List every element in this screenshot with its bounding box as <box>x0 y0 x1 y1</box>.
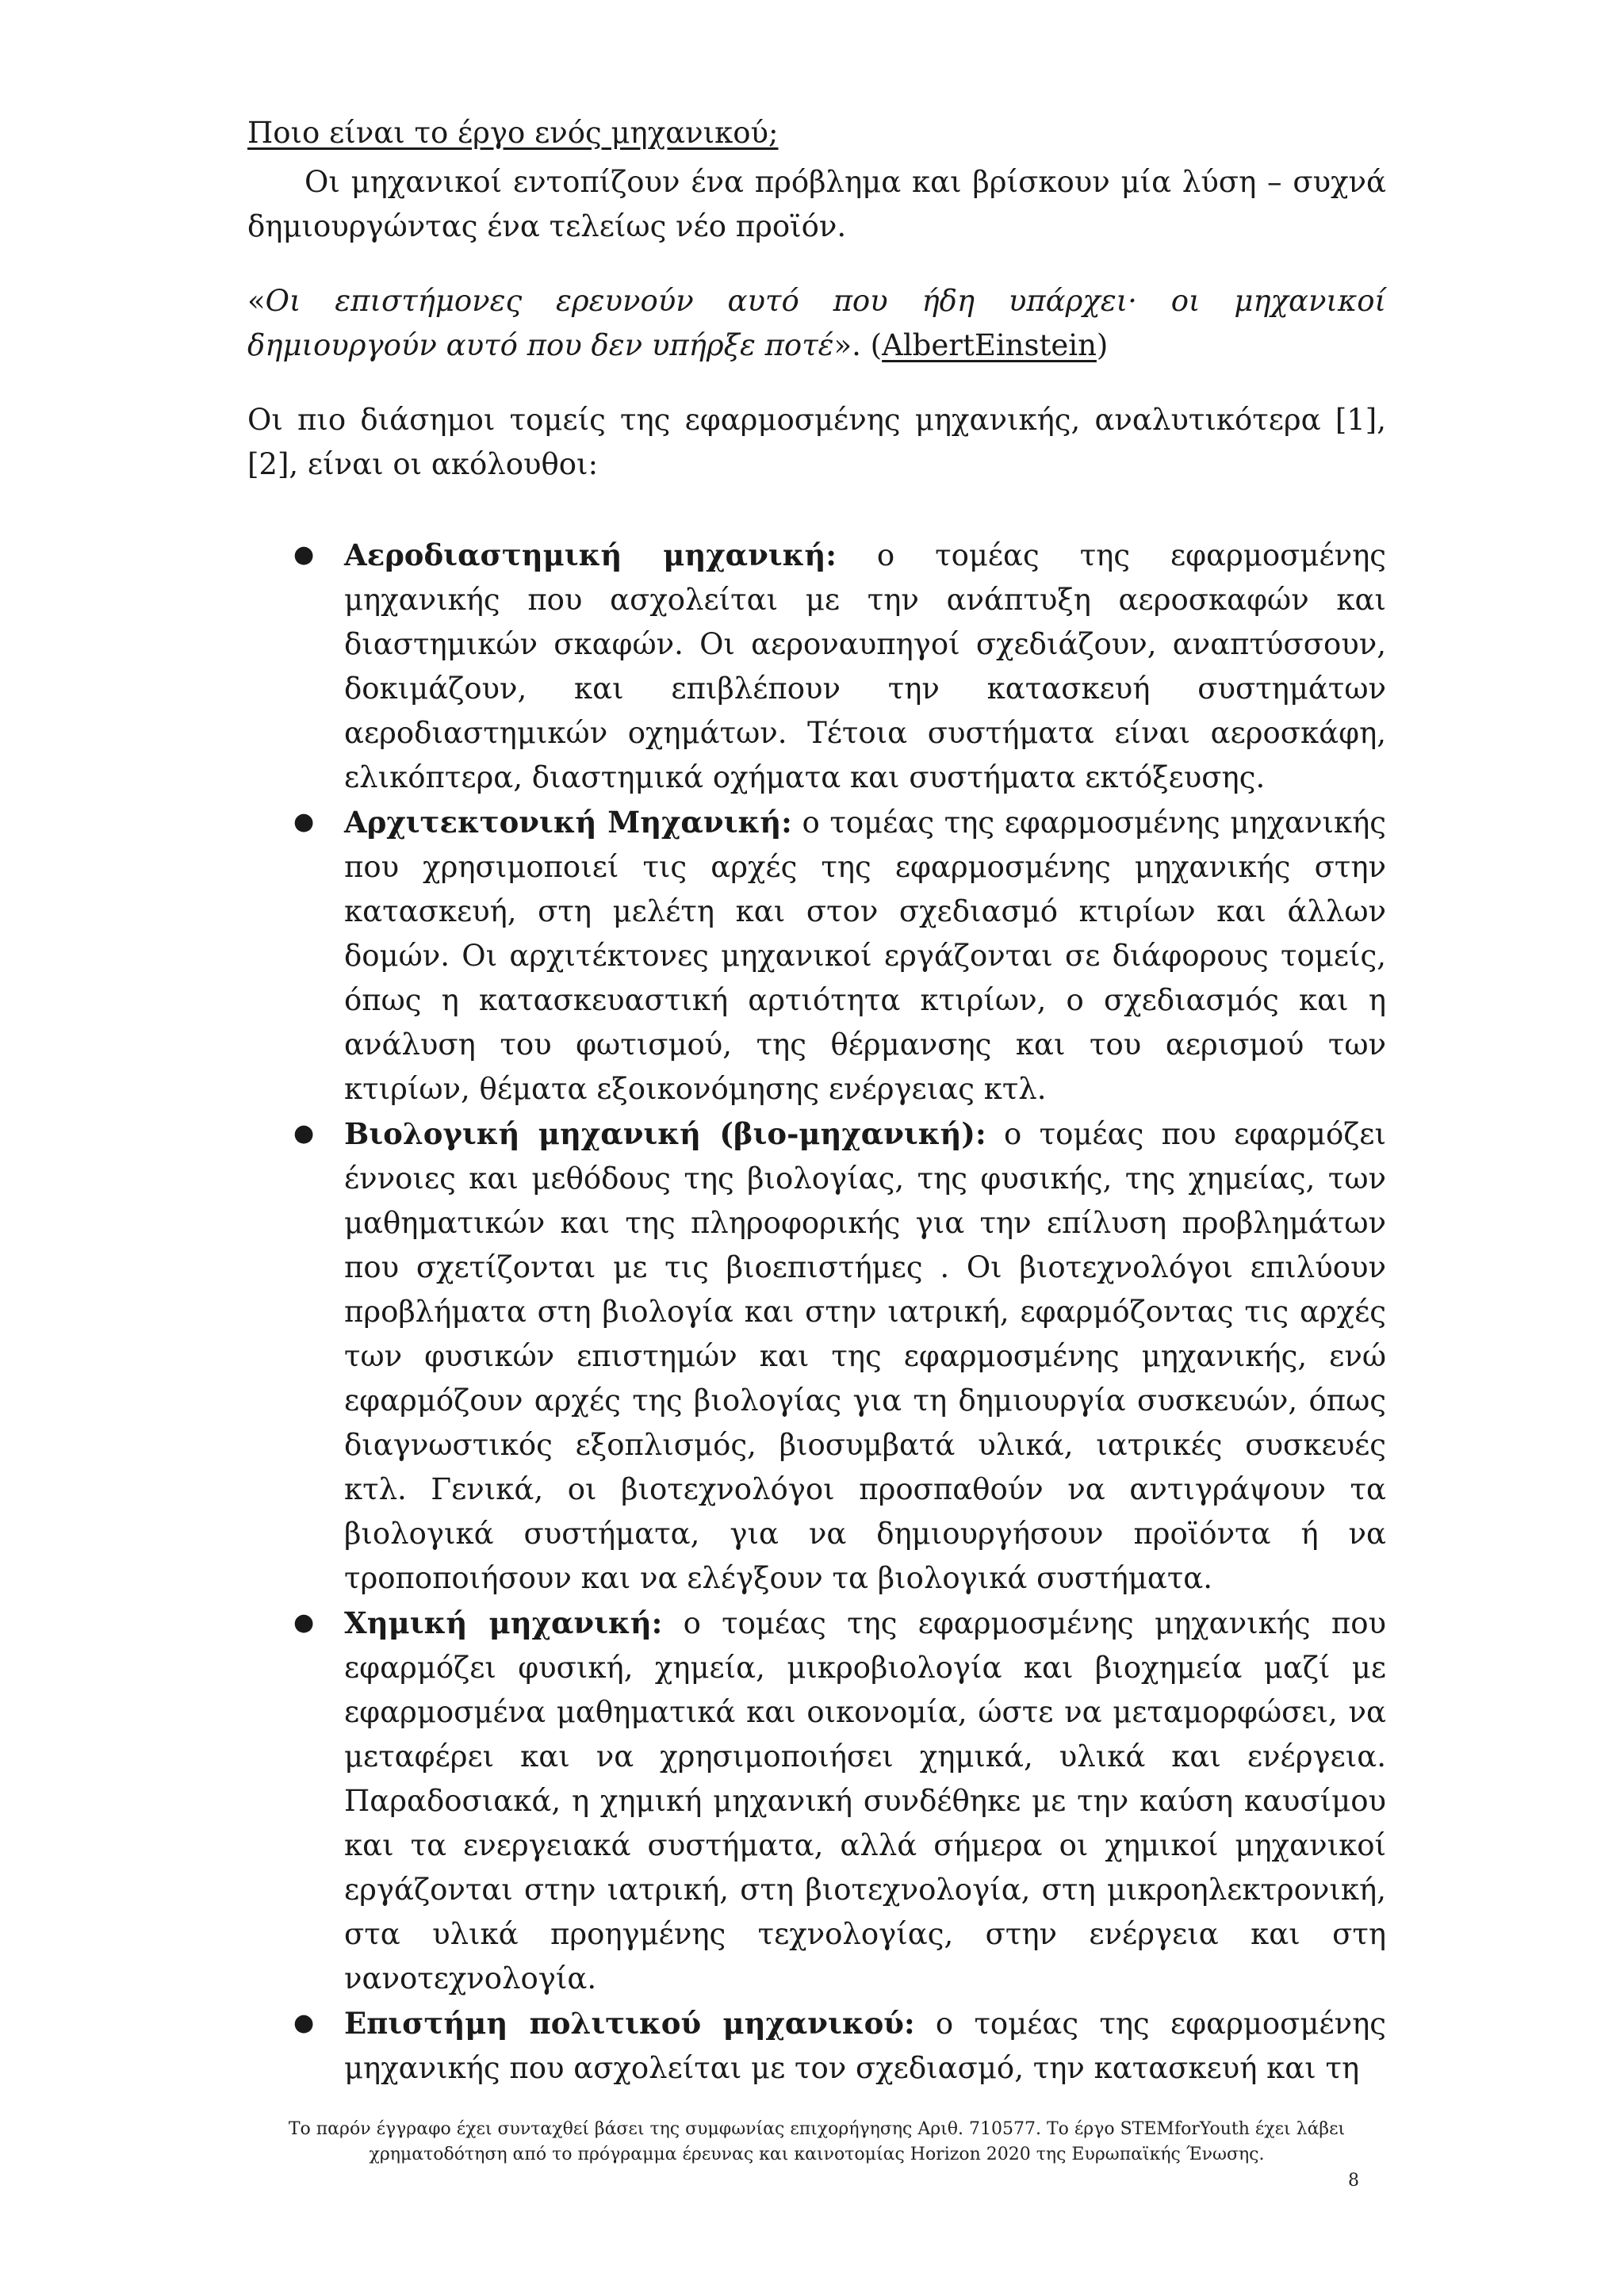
list-item <box>247 2001 1386 2091</box>
bullet-icon: ● <box>293 808 315 836</box>
page-number: 8 <box>1348 2171 1359 2191</box>
field-description: ο τομέας της εφαρμοσμένης μηχανικής που χρησιμοποιεί τις αρχές της εφαρμοσμένης μηχανικής στην κατασκευή, στη μελέτη και στον σχεδιασμό κτιρίων και άλλων δομών. Οι αρχιτέκτονες μηχανικοί εργάζονται σε διάφορους τομείς, όπως η κατασκευαστική αρτιότητα κτιρίων, ο σχεδιασμός και η ανάλυση του φωτισμού, της θέρμανσης και του αερισμού των κτιρίων, θέματα εξοικονόμησης ενέργειας κτλ. <box>344 806 1387 1106</box>
list-item <box>247 1601 1386 2001</box>
quote-text: Οι επιστήμονες ερευνούν αυτό που ήδη υπάρχει· οι μηχανικοί δημιουργούν αυτό που δεν υπήρξε ποτέ <box>247 284 1386 362</box>
document-page <box>247 111 1386 2091</box>
field-description: ο τομέας που εφαρμόζει έννοιες και μεθόδους της βιολογίας, της φυσικής, της χημείας, των μαθηματικών και της πληροφορικής για την επίλυση προβλημάτων που σχετίζονται με τις βιοεπιστήμες . Οι βιοτεχνολόγοι επιλύουν προβλήματα στη βιολογία και στην ιατρική, εφαρμόζοντας τις αρχές των φυσικών επιστημών και της εφαρμοσμένης μηχανικής, ενώ εφαρμόζουν αρχές της βιολογίας για τη δημιουργία συσκευών, όπως διαγνωστικός εξοπλισμός, βιοσυμβατά υλικά, ιατρικές συσκευές κτλ. Γενικά, οι βιοτεχνολόγοι προσπαθούν να αντιγράψουν τα βιολογικά συστήματα, για να δημιουργήσουν προϊόντα ή να τροποποιήσουν και να ελέγξουν τα βιολογικά συστήματα. <box>344 1117 1386 1595</box>
field-description: ο τομέας της εφαρμοσμένης μηχανικής που ασχολείται με την ανάπτυξη αεροσκαφών και διαστημικών σκαφών. Οι αεροναυπηγοί σχεδιάζουν, αναπτύσσουν, δοκιμάζουν, και επιβλέπουν την κατασκευή συστημάτων αεροδιαστημικών οχημάτων. Τέτοια συστήματα είναι αεροσκάφη, ελικόπτερα, διαστημικά οχήματα και συστήματα εκτόξευσης. <box>344 538 1386 794</box>
footer-line-2: χρηματοδότηση από το πρόγραμμα έρευνας και καινοτομίας Horizon 2020 της Ευρωπαϊκής Ένωσης. <box>369 2145 1265 2164</box>
footer-line-1: Το παρόν έγγραφο έχει συνταχθεί βάσει της συμφωνίας επιχορήγησης Αριθ. 710577. Το έργο STEMforYouth έχει λάβει <box>288 2119 1346 2139</box>
quote-open-mark: « <box>247 284 266 318</box>
quote-end-mark: ) <box>1096 328 1109 362</box>
field-term: Βιολογική μηχανική (βιο-μηχανική): <box>344 1116 986 1151</box>
quote-close-mark: ». ( <box>833 328 883 362</box>
list-item <box>247 533 1386 800</box>
field-term: Επιστήμη πολιτικού μηχανικού: <box>344 2006 915 2041</box>
section-heading: Ποιο είναι το έργο ενός μηχανικού; <box>247 116 779 150</box>
list-item <box>247 1112 1386 1601</box>
page-footer <box>247 2117 1386 2168</box>
field-term: Αεροδιαστημική μηχανική: <box>344 538 837 572</box>
field-description: ο τομέας της εφαρμοσμένης μηχανικής που εφαρμόζει φυσική, χημεία, μικροβιολογία και βιοχημεία μαζί με εφαρμοσμένα μαθηματικά και οικονομία, ώστε να μεταμορφώσει, να μεταφέρει και να χρησιμοποιήσει χημικά, υλικά και ενέργεια. Παραδοσιακά, η χημική μηχανική συνδέθηκε με την καύση καυσίμου και τα ενεργειακά συστήματα, αλλά σήμερα οι χημικοί μηχανικοί εργάζονται στην ιατρική, στη βιοτεχνολογία, στη μικροηλεκτρονική, στα υλικά προηγμένης τεχνολογίας, στην ενέργεια και στη νανοτεχνολογία. <box>344 1606 1386 1996</box>
list-item <box>247 800 1386 1112</box>
bullet-icon: ● <box>293 1609 315 1636</box>
intro-paragraph: Οι μηχανικοί εντοπίζουν ένα πρόβλημα και βρίσκουν μία λύση – συχνά δημιουργώντας ένα τελείως νέο προϊόν. <box>247 165 1386 243</box>
bullet-icon: ● <box>293 1119 315 1147</box>
field-description: ο τομέας της εφαρμοσμένης μηχανικής που ασχολείται με τον σχεδιασμό, την κατασκευή και τη <box>344 2007 1386 2085</box>
bullet-icon: ● <box>293 541 315 568</box>
lead-paragraph: Οι πιο διάσημοι τομείς της εφαρμοσμένης μηχανικής, αναλυτικότερα [1], [2], είναι οι ακόλουθοι: <box>247 403 1386 481</box>
quote-author-link[interactable]: AlbertEinstein <box>882 328 1097 362</box>
bullet-icon: ● <box>293 2009 315 2037</box>
engineering-fields-list <box>247 533 1386 2091</box>
field-term: Αρχιτεκτονική Μηχανική: <box>344 805 792 840</box>
quote-paragraph <box>247 279 1386 368</box>
field-term: Χημική μηχανική: <box>344 1605 663 1640</box>
